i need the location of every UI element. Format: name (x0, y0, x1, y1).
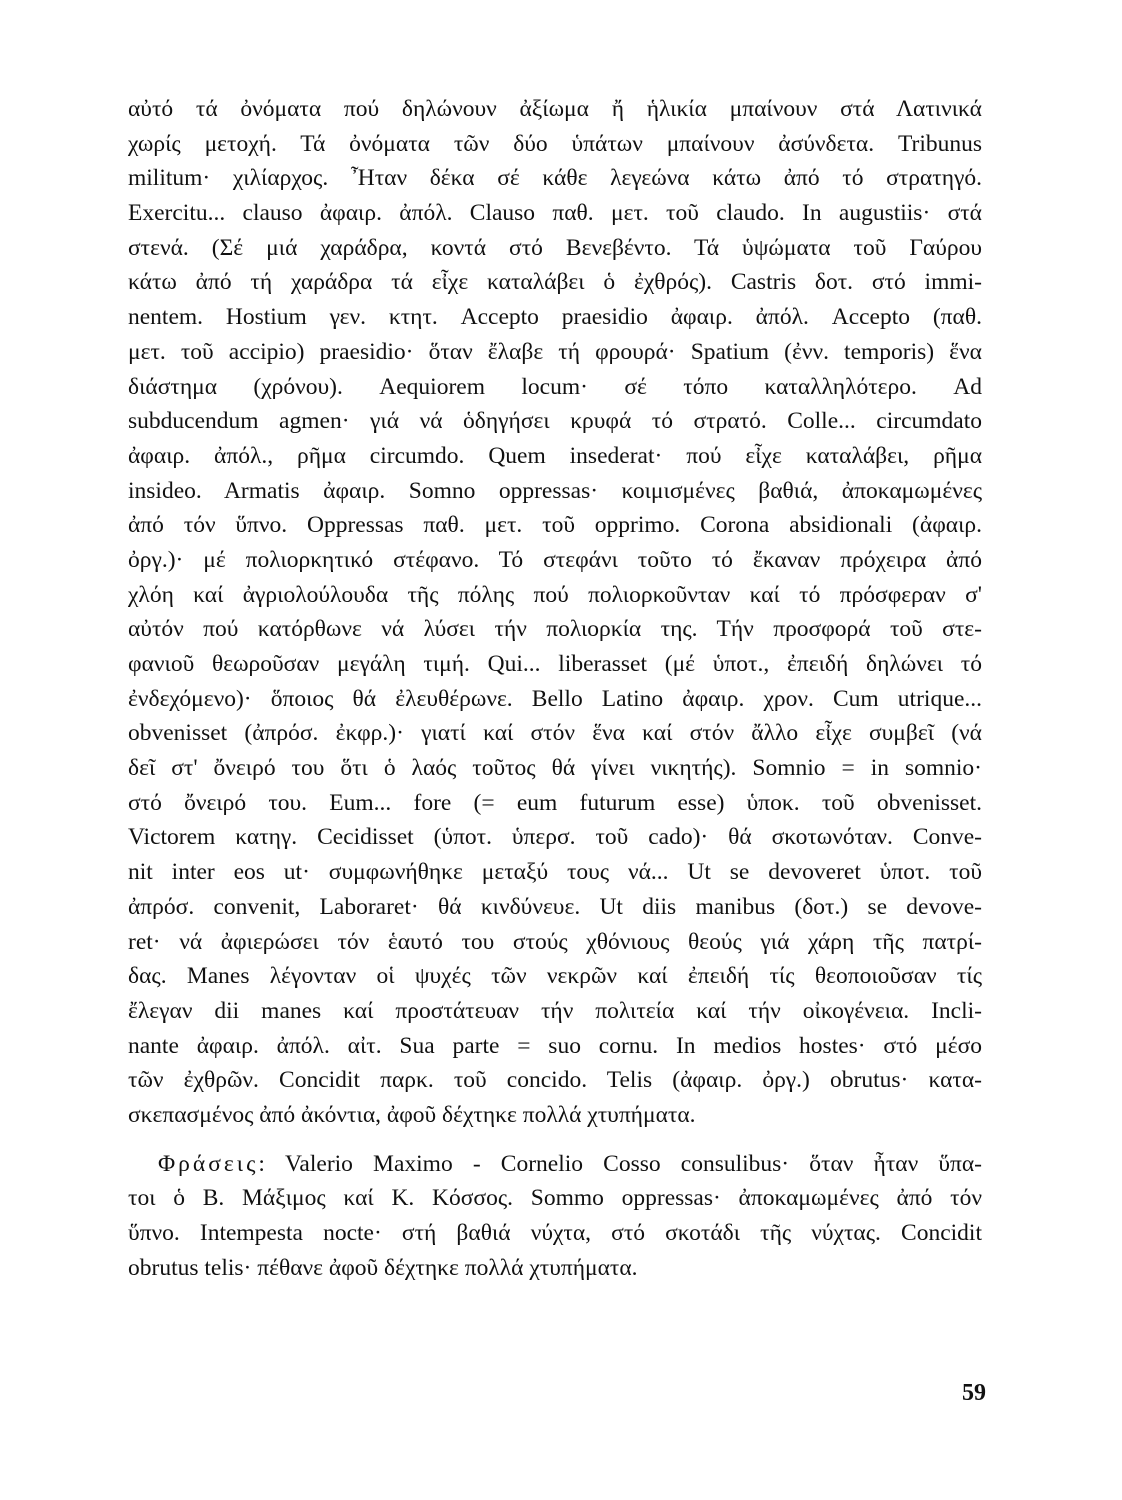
text-line: nante ἀφαιρ. ἀπόλ. αἰτ. Sua parte = suo cornu. In medios hostes· στό μέσο (128, 1032, 982, 1059)
text-line: κάτω ἀπό τή χαράδρα τά εἶχε καταλάβει ὁ ἐχθρός). Castris δοτ. στό immi- (128, 269, 982, 296)
text-line: ἀφαιρ. ἀπόλ., ρῆμα circumdo. Quem insederat· πού εἶχε καταλάβει, ρῆμα (128, 442, 982, 469)
commentary-paragraph (128, 92, 982, 1133)
paragraph-gap (128, 1133, 982, 1147)
text-line: δας. Manes λέγονταν οἱ ψυχές τῶν νεκρῶν καί ἐπειδή τίς θεοποιοῦσαν τίς (128, 963, 982, 990)
text-line: χλόη καί ἀγριολούλουδα τῆς πόλης πού πολιορκοῦνταν καί τό πρόσφεραν σ' (128, 581, 982, 608)
text-line: στενά. (Σέ μιά χαράδρα, κοντά στό Βενεβέντο. Τά ὑψώματα τοῦ Γαύρου (128, 234, 982, 261)
phrases-first-line: : Valerio Maximo - Cornelio Cosso consulibus· ὅταν ἦταν ὕπα- (258, 1150, 982, 1177)
text-line: τῶν ἐχθρῶν. Concidit παρκ. τοῦ concido. Telis (ἀφαιρ. ὀργ.) obrutus· κατα- (128, 1067, 982, 1094)
text-line: obvenisset (ἀπρόσ. ἐκφρ.)· γιατί καί στόν ἕνα καί στόν ἄλλο εἶχε συμβεῖ (νά (128, 720, 982, 747)
text-line: militum· χιλίαρχος. Ἦταν δέκα σέ κάθε λεγεώνα κάτω ἀπό τό στρατηγό. (128, 165, 982, 192)
text-line: Victorem κατηγ. Cecidisset (ὑποτ. ὑπερσ. τοῦ cado)· θά σκοτωνόταν. Conve- (128, 824, 982, 851)
text-line: διάστημα (χρόνου). Aequiorem locum· σέ τόπο καταλληλότερο. Ad (128, 373, 982, 400)
text-line: φανιοῦ θεωροῦσαν μεγάλη τιμή. Qui... liberasset (μέ ὑποτ., ἐπειδή δηλώνει τό (128, 651, 982, 677)
text-line: μετ. τοῦ accipio) praesidio· ὅταν ἔλαβε τή φρουρά· Spatium (ἐνν. temporis) ἕνα (128, 338, 982, 365)
text-line: αὐτόν πού κατόρθωνε νά λύσει τήν πολιορκία της. Τήν προσφορά τοῦ στε- (128, 616, 982, 643)
phrases-heading: Φράσεις (158, 1150, 259, 1177)
text-line: χωρίς μετοχή. Τά ὀνόματα τῶν δύο ὑπάτων μπαίνουν ἀσύνδετα. Tribunus (128, 130, 982, 157)
text-line: ἀπό τόν ὕπνο. Oppressas παθ. μετ. τοῦ opprimo. Corona absidionali (ἀφαιρ. (128, 512, 982, 539)
text-line: δεῖ στ' ὄνειρό του ὅτι ὁ λαός τοῦτος θά γίνει νικητής). Somnio = in somnio· (128, 755, 982, 782)
text-line: ἐνδεχόμενο)· ὅποιος θά ἐλευθέρωνε. Bello Latino ἀφαιρ. χρον. Cum utrique... (128, 685, 982, 712)
text-line: σκεπασμένος ἀπό ἀκόντια, ἀφοῦ δέχτηκε πολλά χτυπήματα. (128, 1101, 696, 1128)
text-line: αὐτό τά ὀνόματα πού δηλώνουν ἀξίωμα ἤ ἡλικία μπαίνουν στά Λατινικά (128, 96, 982, 122)
text-line: nentem. Hostium γεν. κτητ. Accepto praesidio ἀφαιρ. ἀπόλ. Accepto (παθ. (128, 304, 982, 331)
text-line: ἀπρόσ. convenit, Laboraret· θά κινδύνευε. Ut diis manibus (δοτ.) se devove- (128, 893, 982, 920)
phrases-paragraph (128, 1147, 982, 1286)
text-line: ὕπνο. Intempesta nocte· στή βαθιά νύχτα, στό σκοτάδι τῆς νύχτας. Concidit (128, 1220, 982, 1246)
text-line: nit inter eos ut· συμφωνήθηκε μεταξύ τους νά... Ut se devoveret ὑποτ. τοῦ (128, 859, 982, 886)
page-number: 59 (962, 1380, 986, 1406)
text-line: τοι ὁ Β. Μάξιμος καί Κ. Κόσσος. Sommo oppressas· ἀποκαμωμένες ἀπό τόν (128, 1185, 982, 1212)
text-line: obrutus telis· πέθανε ἀφοῦ δέχτηκε πολλά χτυπήματα. (128, 1254, 638, 1281)
text-line: insideo. Armatis ἀφαιρ. Somno oppressas· κοιμισμένες βαθιά, ἀποκαμωμένες (128, 477, 982, 504)
text-line: ἔλεγαν dii manes καί προστάτευαν τήν πολιτεία καί τήν οἰκογένεια. Incli- (128, 997, 982, 1024)
text-line: ret· νά ἀφιερώσει τόν ἑαυτό του στούς χθόνιους θεούς γιά χάρη τῆς πατρί- (128, 928, 982, 955)
text-line: στό ὄνειρό του. Eum... fore (= eum futurum esse) ὑποκ. τοῦ obvenisset. (128, 789, 982, 816)
text-line: ὀργ.)· μέ πολιορκητικό στέφανο. Τό στεφάνι τοῦτο τό ἔκαναν πρόχειρα ἀπό (128, 546, 982, 573)
body-text (128, 92, 982, 1285)
text-line (128, 1147, 982, 1182)
text-line: subducendum agmen· γιά νά ὁδηγήσει κρυφά τό στρατό. Colle... circumdato (128, 408, 982, 435)
text-line: Exercitu... clauso ἀφαιρ. ἀπόλ. Clauso παθ. μετ. τοῦ claudo. In augustiis· στά (128, 200, 982, 227)
